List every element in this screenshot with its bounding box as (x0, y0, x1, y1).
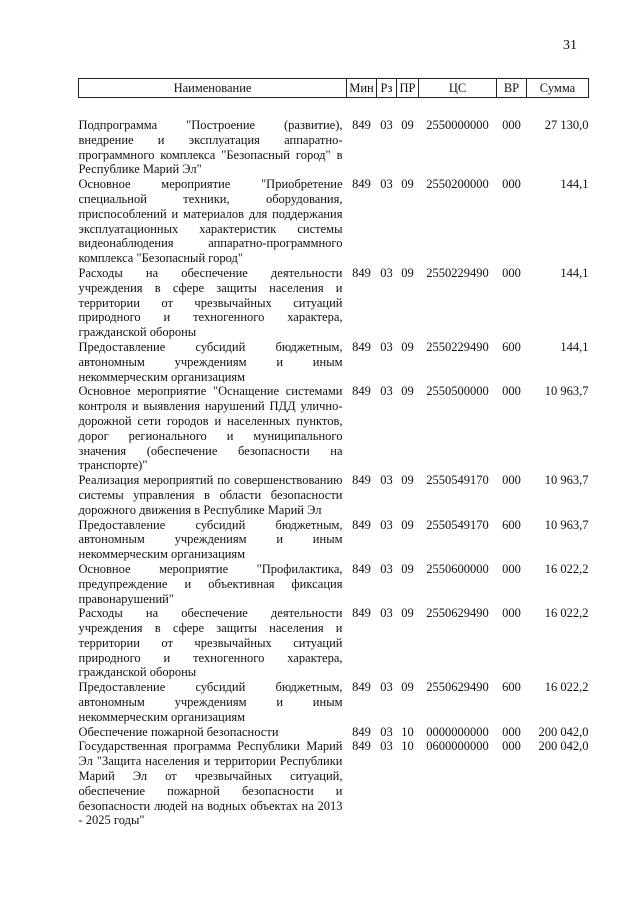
header-cs: ЦС (419, 79, 497, 98)
cell-cs: 2550549170 (426, 473, 489, 488)
cell-name: Основное мероприятие "Приобретение специальной техники, оборудования, приспособлений и материалов для поддержания эксплуатационных характеристик системы видеонаблюдения аппаратно-программного комплекса "Безопасный город" (78, 177, 343, 266)
cell-rz: 03 (380, 339, 393, 354)
header-sum: Сумма (527, 79, 589, 98)
cell-cs: 0600000000 (426, 739, 489, 754)
cell-sum: 16 022,2 (544, 606, 589, 621)
cell-rz: 03 (380, 517, 393, 532)
cell-vr: 600 (502, 517, 521, 532)
cell-pr: 09 (401, 118, 414, 132)
header-pr: ПР (397, 79, 419, 98)
cell-sum: 144,1 (560, 339, 589, 354)
cell-name: Государственная программа Республики Марий Эл "Защита населения и территории Республики Марий Эл от чрезвычайных ситуаций, обеспечение пожарной безопасности и безопасности людей на водных объектах на 2013 - 2025 годы" (78, 739, 343, 828)
cell-vr: 000 (502, 561, 521, 576)
header-rz: Рз (377, 79, 397, 98)
table-row (79, 562, 589, 606)
cell-vr: 000 (502, 177, 521, 192)
table-row (79, 739, 589, 828)
cell-sum: 144,1 (560, 177, 589, 192)
cell-rz: 03 (380, 118, 393, 132)
cell-sum: 144,1 (560, 265, 589, 280)
cell-name: Предоставление субсидий бюджетным, автономным учреждениям и иным некоммерческим организациям (78, 680, 343, 724)
header-vr: ВР (497, 79, 527, 98)
cell-cs: 2550600000 (426, 561, 489, 576)
cell-rz: 03 (380, 724, 393, 739)
cell-name: Подпрограмма "Построение (развитие), внедрение и эксплуатация аппаратно-программного комплекса "Безопасный город" в Республике Марий Эл" (78, 118, 343, 177)
cell-vr: 000 (502, 384, 521, 399)
cell-min: 849 (352, 561, 371, 576)
cell-sum: 16 022,2 (544, 680, 589, 695)
cell-sum: 10 963,7 (544, 517, 589, 532)
cell-rz: 03 (380, 680, 393, 695)
cell-cs: 2550000000 (426, 118, 489, 132)
table-row (79, 518, 589, 562)
cell-rz: 03 (380, 473, 393, 488)
cell-pr: 09 (401, 680, 414, 695)
header-min: Мин (347, 79, 377, 98)
cell-cs: 2550200000 (426, 177, 489, 192)
cell-vr: 000 (502, 724, 521, 739)
cell-min: 849 (352, 517, 371, 532)
table-row (79, 384, 589, 473)
cell-sum: 10 963,7 (544, 384, 589, 399)
page-number: 31 (563, 38, 577, 53)
cell-cs: 2550629490 (426, 606, 489, 621)
cell-pr: 10 (401, 739, 414, 754)
cell-rz: 03 (380, 606, 393, 621)
cell-vr: 000 (502, 606, 521, 621)
cell-name: Реализация мероприятий по совершенствованию системы управления в области безопасности дорожного движения в Республике Марий Эл (78, 473, 343, 517)
table-row (79, 266, 589, 340)
cell-min: 849 (352, 177, 371, 192)
cell-sum: 16 022,2 (544, 561, 589, 576)
table-row (79, 606, 589, 680)
cell-sum: 27 130,0 (544, 118, 589, 132)
cell-name: Расходы на обеспечение деятельности учреждения в сфере защиты населения и территории от чрезвычайных ситуаций природного и техногенного характера, гражданской обороны (78, 265, 343, 340)
cell-min: 849 (352, 118, 371, 132)
cell-vr: 000 (502, 739, 521, 754)
cell-cs: 0000000000 (426, 724, 489, 739)
cell-rz: 03 (380, 177, 393, 192)
cell-sum: 10 963,7 (544, 473, 589, 488)
cell-min: 849 (352, 606, 371, 621)
cell-pr: 09 (401, 517, 414, 532)
table-row (79, 118, 589, 177)
cell-pr: 09 (401, 384, 414, 399)
cell-name: Основное мероприятие "Профилактика, предупреждение и объективная фиксация правонарушений" (78, 561, 343, 606)
cell-rz: 03 (380, 561, 393, 576)
cell-rz: 03 (380, 384, 393, 399)
cell-vr: 600 (502, 339, 521, 354)
cell-pr: 10 (401, 724, 414, 739)
table-header-row (79, 79, 589, 98)
cell-cs: 2550500000 (426, 384, 489, 399)
cell-cs: 2550629490 (426, 680, 489, 695)
cell-name: Расходы на обеспечение деятельности учреждения в сфере защиты населения и территории от чрезвычайных ситуаций природного и техногенного характера, гражданской обороны (78, 606, 343, 680)
table-row (79, 473, 589, 517)
cell-pr: 09 (401, 177, 414, 192)
cell-vr: 600 (502, 680, 521, 695)
cell-cs: 2550549170 (426, 517, 489, 532)
cell-min: 849 (352, 739, 371, 754)
cell-min: 849 (352, 724, 371, 739)
table-row (79, 340, 589, 384)
header-gap (79, 98, 589, 119)
cell-vr: 000 (502, 473, 521, 488)
cell-vr: 000 (502, 265, 521, 280)
cell-min: 849 (352, 384, 371, 399)
cell-pr: 09 (401, 265, 414, 280)
cell-rz: 03 (380, 265, 393, 280)
table-row (79, 177, 589, 266)
budget-table (78, 78, 589, 828)
cell-name: Предоставление субсидий бюджетным, автономным учреждениям и иным некоммерческим организациям (78, 517, 343, 562)
cell-sum: 200 042,0 (538, 739, 589, 754)
header-name: Наименование (79, 79, 347, 98)
table-row (79, 680, 589, 724)
cell-min: 849 (352, 680, 371, 695)
cell-pr: 09 (401, 606, 414, 621)
cell-min: 849 (352, 265, 371, 280)
cell-sum: 200 042,0 (538, 724, 589, 739)
cell-name: Предоставление субсидий бюджетным, автономным учреждениям и иным некоммерческим организациям (78, 339, 343, 384)
cell-min: 849 (352, 339, 371, 354)
cell-pr: 09 (401, 473, 414, 488)
cell-name: Обеспечение пожарной безопасности (78, 724, 279, 739)
cell-pr: 09 (401, 339, 414, 354)
cell-name: Основное мероприятие "Оснащение системами контроля и выявления нарушений ПДД улично-дорожной сети городов и населенных пунктов, дорог регионального и муниципального значения (обеспечение безопасности на транспорте)" (78, 384, 343, 473)
cell-min: 849 (352, 473, 371, 488)
cell-rz: 03 (380, 739, 393, 754)
cell-cs: 2550229490 (426, 339, 489, 354)
cell-cs: 2550229490 (426, 265, 489, 280)
table-row (79, 725, 589, 740)
cell-vr: 000 (502, 118, 521, 132)
cell-pr: 09 (401, 561, 414, 576)
